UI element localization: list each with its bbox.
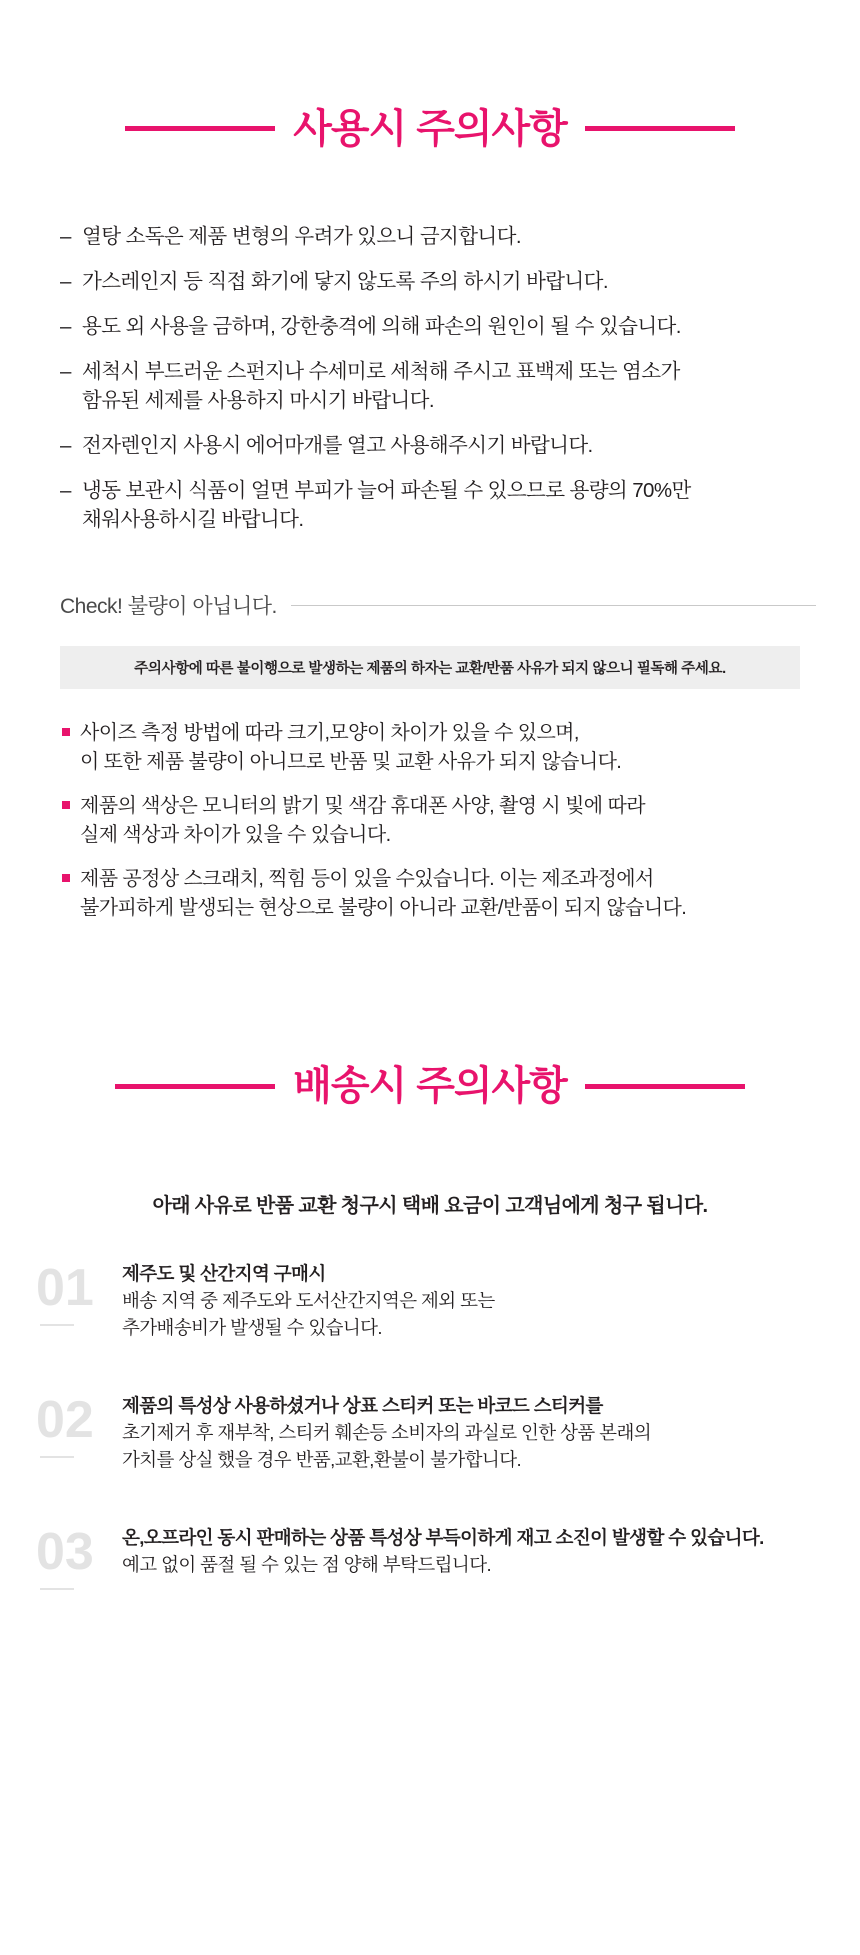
dash-bullet-icon: – <box>60 224 71 248</box>
caution-item-line1: 냉동 보관시 식품이 얼면 부피가 늘어 파손될 수 있으므로 용량의 70%만 <box>82 479 691 503</box>
defect-item-line1: 사이즈 측정 방법에 따라 크기,모양이 차이가 있을 수 있으며, <box>80 722 579 745</box>
shipping-heading-row <box>22 1035 838 1137</box>
dash-bullet-icon: – <box>60 479 71 503</box>
caution-item-line2: 함유된 세제를 사용하지 마시기 바랍니다. <box>82 389 434 413</box>
caution-heading: 사용시 주의사항 <box>293 106 567 151</box>
check-row <box>60 590 838 620</box>
shipping-step <box>36 1522 824 1608</box>
caution-item-line1: 가스레인지 등 직접 화기에 닿지 않도록 주의 하시기 바랍니다. <box>82 269 608 293</box>
notice-bar: 주의사항에 따른 불이행으로 발생하는 제품의 하자는 교환/반품 사유가 되지 않으니 필독해 주세요. <box>60 646 800 689</box>
step-line-1: 제주도 및 산간지역 구매시 <box>122 1263 326 1285</box>
defect-item-line1: 제품의 색상은 모니터의 밝기 및 색감 휴대폰 사양, 촬영 시 빛에 따라 <box>80 795 645 818</box>
caution-list <box>22 222 838 535</box>
dash-bullet-icon: – <box>60 434 71 458</box>
caution-item-line1: 전자렌인지 사용시 에어마개를 열고 사용해주시기 바랍니다. <box>82 434 593 458</box>
square-bullet-icon <box>62 801 70 809</box>
shipping-steps <box>22 1258 838 1608</box>
caution-list-item <box>60 312 838 341</box>
caution-item-line1: 세척시 부드러운 스펀지나 수세미로 세척해 주시고 표백제 또는 염소가 <box>82 359 680 383</box>
heading-rule-left <box>115 1084 275 1089</box>
caution-item-line1: 열탕 소독은 제품 변형의 우려가 있으니 금지합니다. <box>82 224 521 248</box>
shipping-step <box>36 1258 824 1344</box>
shipping-heading: 배송시 주의사항 <box>293 1064 567 1109</box>
defect-item-line2: 실제 색상과 차이가 있을 수 있습니다. <box>80 824 391 847</box>
step-body <box>122 1390 824 1474</box>
dash-bullet-icon: – <box>60 359 71 383</box>
caution-item-line1: 용도 외 사용을 금하며, 강한충격에 의해 파손의 원인이 될 수 있습니다. <box>82 314 681 338</box>
step-line-1: 제품의 특성상 사용하셨거나 상표 스티커 또는 바코드 스티커를 <box>122 1395 603 1417</box>
step-number: 03 <box>36 1522 122 1578</box>
check-divider <box>291 605 816 606</box>
caution-list-item <box>60 267 838 296</box>
step-line-1: 온,오프라인 동시 판매하는 상품 특성상 부득이하게 재고 소진이 발생할 수 있습니다. <box>122 1527 764 1549</box>
defect-list-item <box>60 719 838 777</box>
step-line-2: 예고 없이 품절 될 수 있는 점 양해 부탁드립니다. <box>122 1554 492 1576</box>
caution-list-item <box>60 357 838 415</box>
step-body <box>122 1258 824 1342</box>
square-bullet-icon <box>62 874 70 882</box>
shipping-section <box>22 1035 838 1608</box>
shipping-lead-text: 아래 사유로 반품 교환 청구시 택배 요금이 고객님에게 청구 됩니다. <box>152 1195 708 1218</box>
defect-item-line2: 이 또한 제품 불량이 아니므로 반품 및 교환 사유가 되지 않습니다. <box>80 751 622 774</box>
shipping-step <box>36 1390 824 1476</box>
caution-heading-row <box>22 78 838 180</box>
defect-list-item <box>60 792 838 850</box>
defect-list-item <box>60 865 838 923</box>
defect-list <box>22 719 838 923</box>
defect-item-line2: 불가피하게 발생되는 현상으로 불량이 아니라 교환/반품이 되지 않습니다. <box>80 897 687 920</box>
step-number: 01 <box>36 1258 122 1314</box>
step-line-3: 추가배송비가 발생될 수 있습니다. <box>122 1317 382 1339</box>
square-bullet-icon <box>62 728 70 736</box>
caution-list-item <box>60 431 838 460</box>
step-line-2: 초기제거 후 재부착, 스티커 훼손등 소비자의 과실로 인한 상품 본래의 <box>122 1422 651 1444</box>
defect-item-line1: 제품 공정상 스크래치, 찍힘 등이 있을 수있습니다. 이는 제조과정에서 <box>80 868 654 891</box>
heading-rule-right <box>585 1084 745 1089</box>
step-body <box>122 1522 824 1578</box>
caution-list-item <box>60 476 838 534</box>
step-line-3: 가치를 상실 했을 경우 반품,교환,환불이 불가합니다. <box>122 1449 522 1471</box>
caution-section <box>22 0 838 923</box>
caution-item-line2: 채워사용하시길 바랍니다. <box>82 508 304 532</box>
check-label: Check! 불량이 아닙니다. <box>60 595 277 619</box>
heading-rule-right <box>585 126 735 131</box>
step-line-2: 배송 지역 중 제주도와 도서산간지역은 제외 또는 <box>122 1290 495 1312</box>
step-number: 02 <box>36 1390 122 1446</box>
caution-list-item <box>60 222 838 251</box>
dash-bullet-icon: – <box>60 269 71 293</box>
dash-bullet-icon: – <box>60 314 71 338</box>
heading-rule-left <box>125 126 275 131</box>
